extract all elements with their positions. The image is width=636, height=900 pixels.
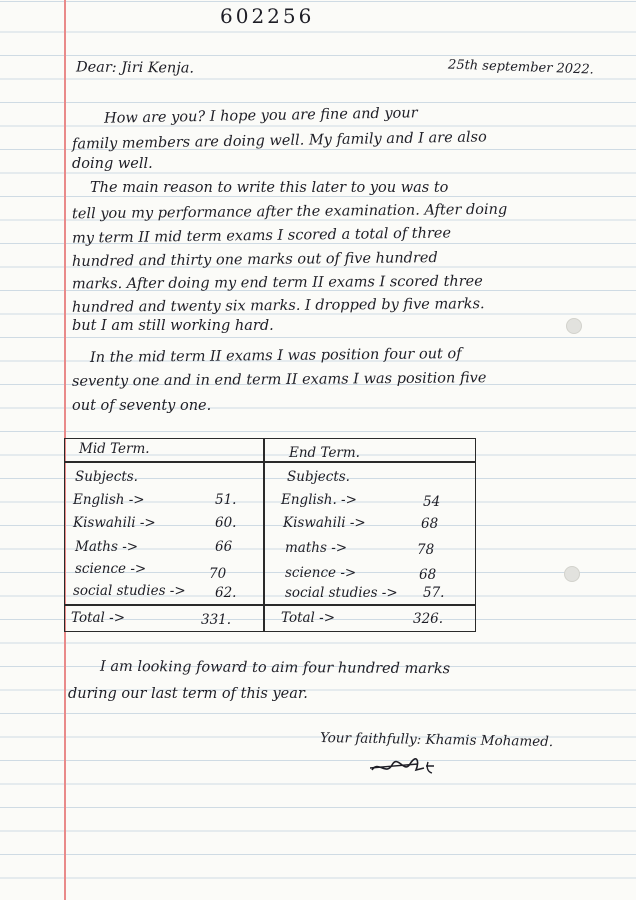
reference-number: 602256 — [220, 4, 315, 28]
body-line: my term II mid term exams I scored a total of three — [71, 225, 452, 247]
body-line: hundred and twenty six marks. I dropped by five marks. — [71, 296, 485, 316]
mid-mark: 62. — [215, 585, 237, 601]
mid-mark: 51. — [215, 492, 237, 508]
mid-mark: 60. — [215, 515, 237, 531]
mid-mark: 70 — [209, 566, 227, 582]
end-subject: English. -> — [281, 492, 357, 508]
mid-total: 331. — [201, 612, 232, 628]
mid-subject: Kiswahili -> — [73, 515, 156, 531]
body-line: In the mid term II exams I was position four out of — [89, 346, 462, 366]
mid-subject: social studies -> — [73, 583, 186, 599]
body-line: but I am still working hard. — [72, 318, 274, 334]
table-column-divider — [263, 439, 265, 631]
end-total: 326. — [413, 611, 444, 627]
punch-hole — [566, 318, 582, 334]
results-table — [64, 438, 476, 632]
end-term-heading: End Term. — [289, 445, 360, 461]
mid-mark: 66 — [215, 539, 233, 555]
mid-subject: Maths -> — [75, 539, 139, 555]
end-mark: 68 — [419, 567, 437, 583]
body-line: family members are doing well. My family and I are also — [71, 129, 487, 153]
end-mark: 57. — [423, 585, 445, 601]
mid-term-subjects-label: Subjects. — [75, 469, 138, 485]
body-line: tell you my performance after the examination. After doing — [71, 201, 508, 223]
body-line: seventy one and in end term II exams I was position five — [71, 370, 487, 390]
signoff: Your faithfully: Khamis Mohamed. — [319, 729, 554, 751]
body-line: How are you? I hope you are fine and your — [103, 105, 418, 127]
end-subject: social studies -> — [285, 585, 398, 601]
body-line: out of seventy one. — [72, 398, 212, 414]
end-mark: 54 — [423, 494, 441, 510]
mid-term-heading: Mid Term. — [79, 441, 150, 457]
body-line: doing well. — [72, 156, 153, 172]
end-subject: Kiswahili -> — [283, 515, 366, 531]
end-subject: science -> — [285, 565, 357, 581]
greeting: Dear: Jiri Kenja. — [75, 59, 195, 77]
body-line: hundred and thirty one marks out of five hundred — [71, 250, 438, 270]
signature-mark — [370, 756, 440, 778]
end-subject: maths -> — [285, 540, 348, 556]
mid-subject: science -> — [75, 561, 147, 577]
closing-line: I am looking foward to aim four hundred marks — [99, 658, 451, 678]
table-total-rule — [65, 604, 475, 606]
table-header-rule — [65, 461, 475, 463]
letter-date: 25th september 2022. — [447, 57, 594, 78]
end-total-label: Total -> — [281, 610, 336, 626]
mid-total-label: Total -> — [71, 610, 126, 626]
closing-line: during our last term of this year. — [68, 686, 308, 702]
end-mark: 68 — [421, 516, 439, 532]
punch-hole — [564, 566, 580, 582]
mid-subject: English -> — [73, 492, 145, 508]
end-mark: 78 — [417, 542, 435, 558]
body-line: The main reason to write this later to you was to — [90, 180, 449, 196]
body-line: marks. After doing my end term II exams I scored three — [71, 273, 483, 293]
end-term-subjects-label: Subjects. — [287, 469, 350, 485]
